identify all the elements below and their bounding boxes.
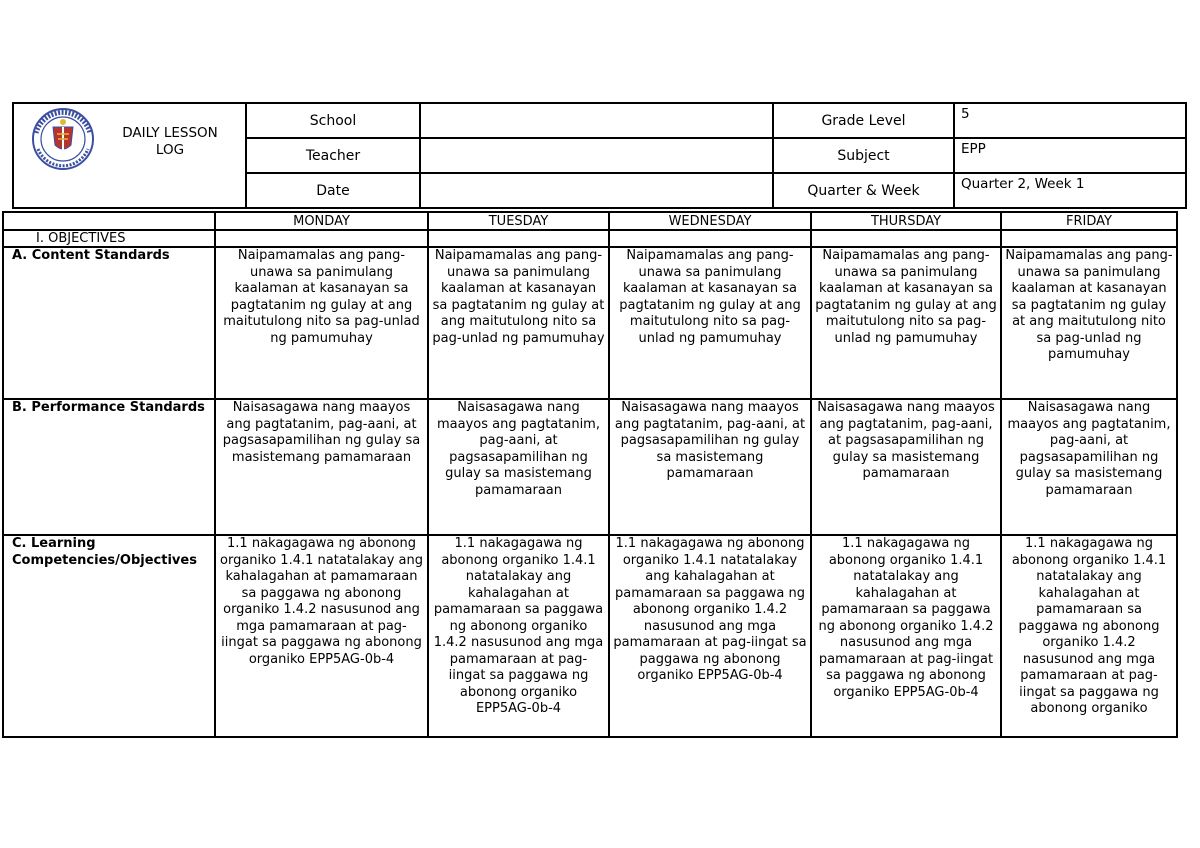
day-header: MONDAY <box>215 212 428 230</box>
content-standard-cell: Naipamamalas ang pang-unawa sa panimulang kaalaman at kasanayan sa pagtatanim ng gulay at ang maitutulong nito sa pag-unlad ng pamumuhay <box>811 247 1001 399</box>
title-line-1: DAILY LESSON <box>122 125 218 141</box>
empty-cell <box>215 230 428 247</box>
performance-standard-cell: Naisasagawa nang maayos ang pagtatanim, pag-aani, at pagsasapamilihan ng gulay sa masistemang pamamaraan <box>1001 399 1177 535</box>
logo-cell <box>13 103 246 208</box>
grade-level-field[interactable]: 5 <box>954 103 1186 138</box>
objectives-heading: I. OBJECTIVES <box>3 230 215 247</box>
subject-label: Subject <box>773 138 954 173</box>
empty-cell <box>1001 230 1177 247</box>
date-field[interactable] <box>420 173 773 208</box>
empty-cell <box>428 230 609 247</box>
lesson-log-header <box>12 102 1187 209</box>
content-standards-label: A. Content Standards <box>3 247 215 399</box>
teacher-label: Teacher <box>246 138 420 173</box>
content-standard-cell: Naipamamalas ang pang-unawa sa panimulang kaalaman at kasanayan sa pagtatanim ng gulay at ang maitutulong nito sa pag-unlad ng pamumuhay <box>609 247 811 399</box>
performance-standard-cell: Naisasagawa nang maayos ang pagtatanim, pag-aani, at pagsasapamilihan ng gulay sa masistemang pamamaraan <box>215 399 428 535</box>
page-title <box>110 107 230 159</box>
content-standard-cell: Naipamamalas ang pang-unawa sa panimulang kaalaman at kasanayan sa pagtatanim ng gulay at ang maitutulong nito sa pag-unlad ng pamumuhay <box>1001 247 1177 399</box>
day-header: WEDNESDAY <box>609 212 811 230</box>
performance-standards-label: B. Performance Standards <box>3 399 215 535</box>
date-label: Date <box>246 173 420 208</box>
school-label: School <box>246 103 420 138</box>
performance-standard-cell: Naisasagawa nang maayos ang pagtatanim, pag-aani, at pagsasapamilihan ng gulay sa masistemang pamamaraan <box>428 399 609 535</box>
objectives-table <box>2 211 1178 738</box>
competency-cell: 1.1 nakagagawa ng abonong organiko 1.4.1 natatalakay ang kahalagahan at pamamaraan sa paggawa ng abonong organiko 1.4.2 nasusunod ang mga pamamaraan at pag-iingat sa paggawa ng abonong organiko EPP5AG-0b-4 <box>811 535 1001 737</box>
learning-competencies-label: C. Learning Competencies/Objectives <box>3 535 215 737</box>
content-standard-cell: Naipamamalas ang pang-unawa sa panimulang kaalaman at kasanayan sa pagtatanim ng gulay at ang maitutulong nito sa pag-unlad ng pamumuhay <box>428 247 609 399</box>
quarter-week-field[interactable]: Quarter 2, Week 1 <box>954 173 1186 208</box>
competency-cell: 1.1 nakagagawa ng abonong organiko 1.4.1 natatalakay ang kahalagahan at pamamaraan sa paggawa ng abonong organiko 1.4.2 nasusunod ang mga pamamaraan at pag-iingat sa paggawa ng abonong organiko EPP5AG-0b-4 <box>428 535 609 737</box>
competency-cell: 1.1 nakagagawa ng abonong organiko 1.4.1 natatalakay ang kahalagahan at pamamaraan sa paggawa ng abonong organiko 1.4.2 nasusunod ang mga pamamaraan at pag-iingat sa paggawa ng abonong organiko EPP5AG-0b-4 <box>215 535 428 737</box>
empty-cell <box>811 230 1001 247</box>
performance-standard-cell: Naisasagawa nang maayos ang pagtatanim, pag-aani, at pagsasapamilihan ng gulay sa masistemang pamamaraan <box>811 399 1001 535</box>
day-header: TUESDAY <box>428 212 609 230</box>
day-header: FRIDAY <box>1001 212 1177 230</box>
teacher-field[interactable] <box>420 138 773 173</box>
subject-field[interactable]: EPP <box>954 138 1186 173</box>
corner-cell <box>3 212 215 230</box>
performance-standard-cell: Naisasagawa nang maayos ang pagtatanim, pag-aani, at pagsasapamilihan ng gulay sa masistemang pamamaraan <box>609 399 811 535</box>
empty-cell <box>609 230 811 247</box>
school-field[interactable] <box>420 103 773 138</box>
competency-cell: 1.1 nakagagawa ng abonong organiko 1.4.1 natatalakay ang kahalagahan at pamamaraan sa paggawa ng abonong organiko 1.4.2 nasusunod ang mga pamamaraan at pag-iingat sa paggawa ng abonong organiko EPP5AG-0b-4 <box>609 535 811 737</box>
title-line-2: LOG <box>155 142 185 158</box>
day-header: THURSDAY <box>811 212 1001 230</box>
quarter-week-label: Quarter & Week <box>773 173 954 208</box>
deped-seal-icon <box>24 107 102 171</box>
grade-level-label: Grade Level <box>773 103 954 138</box>
competency-cell: 1.1 nakagagawa ng abonong organiko 1.4.1 natatalakay ang kahalagahan at pamamaraan sa paggawa ng abonong organiko 1.4.2 nasusunod ang mga pamamaraan at pag-iingat sa paggawa ng abonong organiko <box>1001 535 1177 737</box>
content-standard-cell: Naipamamalas ang pang-unawa sa panimulang kaalaman at kasanayan sa pagtatanim ng gulay at ang maitutulong nito sa pag-unlad ng pamumuhay <box>215 247 428 399</box>
